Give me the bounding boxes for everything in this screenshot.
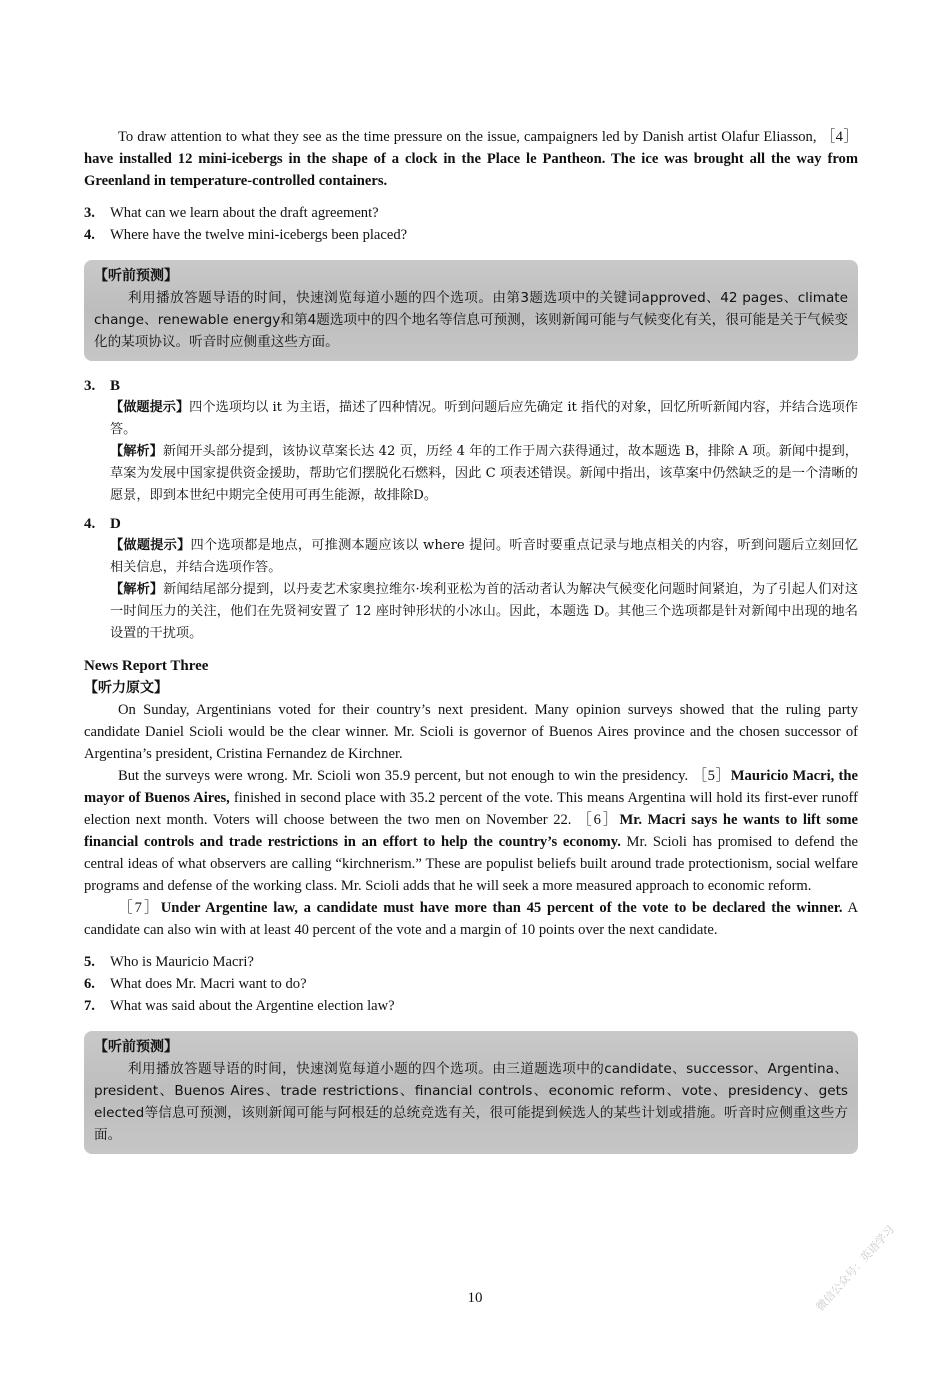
question-text: What can we learn about the draft agreement? <box>110 205 379 221</box>
answer-block <box>84 513 858 645</box>
question-item <box>84 202 858 224</box>
page-content <box>84 126 858 1168</box>
analysis-text: 新闻结尾部分提到，以丹麦艺术家奥拉维尔·埃利亚松为首的活动者认为解决气候变化问题时间紧迫，为了引起人们对这一时间压力的关注，他们在先贤祠安置了 12 座时钟形状的小冰山。因此，本题选 D。其他三个选项都是针对新闻中出现的地名设置的干扰项。 <box>110 582 859 641</box>
question-text: What was said about the Argentine election law? <box>110 998 395 1014</box>
question-item <box>84 973 858 995</box>
answer-analysis <box>84 441 858 507</box>
question-text: Who is Mauricio Macri? <box>110 954 254 970</box>
answer-hint <box>84 397 858 441</box>
question-tag-5: ［5］ <box>692 768 731 784</box>
report-text: Mr. Scioli has promised to defend the central ideas of what observers are calling “kirchnerism.” These are populist beliefs built around trade protectionism, social welfare programs and defense of the working class. Mr. Scioli adds that he will seek a more measured approach to economic reform. <box>84 834 859 894</box>
question-item <box>84 995 858 1017</box>
answer-heading <box>84 513 858 535</box>
question-number: 7. <box>84 998 95 1014</box>
analysis-text: 新闻开头部分提到，该协议草案长达 42 页，历经 4 年的工作于周六获得通过，故本题选 B，排除 A 项。新闻中提到，草案为发展中国家提供资金援助，帮助它们摆脱化石燃料，因此 C 项表述错误。新闻中指出，该草案中仍然缺乏的是一个清晰的愿景，即到本世纪中期完全使用可再生能源，故排除D。 <box>110 444 858 503</box>
answer-number: 3. <box>84 378 96 394</box>
question-item <box>84 224 858 246</box>
question-item <box>84 951 858 973</box>
hint-label: 【做题提示】 <box>110 400 190 415</box>
question-list-a <box>84 202 858 246</box>
intro-paragraph <box>84 126 858 192</box>
question-tag-4: ［4］ <box>820 129 858 145</box>
report-paragraph-3 <box>84 897 858 941</box>
hint-text: 四个选项都是地点，可推测本题应该以 where 提问。听音时要重点记录与地点相关的内容，听到问题后立刻回忆相关信息，并结合选项作答。 <box>110 538 859 575</box>
question-text: What does Mr. Macri want to do? <box>110 976 307 992</box>
question-text: Where have the twelve mini-icebergs been placed? <box>110 227 408 243</box>
answer-heading <box>84 375 858 397</box>
report-bold-text: Mr. Macri says he wants to lift some financial controls and trade restrictions in an effort to help the country’s economy. <box>84 812 858 850</box>
report-text: But the surveys were wrong. Mr. Scioli won 35.9 percent, but not enough to win the presidency. <box>118 768 689 784</box>
report-paragraph-1: On Sunday, Argentinians voted for their country’s next president. Many opinion surveys showed that the ruling party candidate Daniel Scioli would be the clear winner. Mr. Scioli is governor of Buenos Aires province and the chosen successor of Argentina’s president, Cristina Fernandez de Kirchner. <box>84 702 858 762</box>
section-title: News Report Three <box>84 658 209 674</box>
preview-box-1 <box>84 260 858 361</box>
answer-letter: D <box>110 516 121 532</box>
question-number: 4. <box>84 227 95 243</box>
answer-hint <box>84 535 858 579</box>
page-number: 10 <box>467 1290 483 1306</box>
intro-bold-text: have installed 12 mini-icebergs in the shape of a clock in the Place le Pantheon. The ice was brought all the way from Greenland in temperature-controlled containers. <box>84 151 858 189</box>
report-bold-text: Under Argentine law, a candidate must have more than 45 percent of the vote to be declared the winner. <box>160 900 843 916</box>
answer-analysis <box>84 579 858 645</box>
section-subtitle: 【听力原文】 <box>84 680 168 696</box>
intro-text: To draw attention to what they see as the time pressure on the issue, campaigners led by Danish artist Olafur Eliasson, <box>118 129 817 145</box>
answer-number: 4. <box>84 516 96 532</box>
question-number: 5. <box>84 954 95 970</box>
question-list-b <box>84 951 858 1017</box>
report-text: finished in second place with 35.2 percent of the vote. This means Argentina will hold its first-ever runoff election next month. Voters will choose between the two men on November 22. <box>84 790 858 828</box>
hint-label: 【做题提示】 <box>110 538 191 553</box>
question-number: 6. <box>84 976 95 992</box>
answer-letter: B <box>110 378 121 394</box>
question-number: 3. <box>84 205 95 221</box>
answer-block <box>84 375 858 507</box>
report-paragraph-2 <box>84 765 858 897</box>
preview-body: 利用播放答题导语的时间，快速浏览每道小题的四个选项。由第3题选项中的关键词approved、42 pages、climate change、renewable energy和第4题选项中的四个地名等信息可预测，该则新闻可能与气候变化有关，很可能是关于气候变化的某项协议。听音时应侧重这些方面。 <box>94 290 848 350</box>
analysis-label: 【解析】 <box>110 582 164 597</box>
hint-text: 四个选项均以 it 为主语，描述了四种情况。听到问题后应先确定 it 指代的对象，回忆所听新闻内容，并结合选项作答。 <box>110 400 858 437</box>
preview-title: 【听前预测】 <box>94 1039 178 1055</box>
question-tag-6: ［6］ <box>577 812 620 828</box>
preview-body: 利用播放答题导语的时间，快速浏览每道小题的四个选项。由三道题选项中的candidate、successor、Argentina、president、Buenos Aires、trade restrictions、financial controls、economic reform、vote、presidency、gets elected等信息可预测，该则新闻可能与阿根廷的总统竞选有关，很可能提到候选人的某些计划或措施。听音时应侧重这些方面。 <box>94 1061 848 1143</box>
analysis-label: 【解析】 <box>110 444 163 459</box>
watermark: 微信公众号：英语学习 <box>813 1223 898 1314</box>
question-tag-7: ［7］ <box>118 900 161 916</box>
report-bold-text: Mauricio Macri, the mayor of Buenos Aires, <box>84 768 858 806</box>
report-text: A candidate can also win with at least 40 percent of the vote and a margin of 10 points over the next candidate. <box>84 900 858 938</box>
preview-title: 【听前预测】 <box>94 268 178 284</box>
preview-box-2 <box>84 1031 858 1154</box>
